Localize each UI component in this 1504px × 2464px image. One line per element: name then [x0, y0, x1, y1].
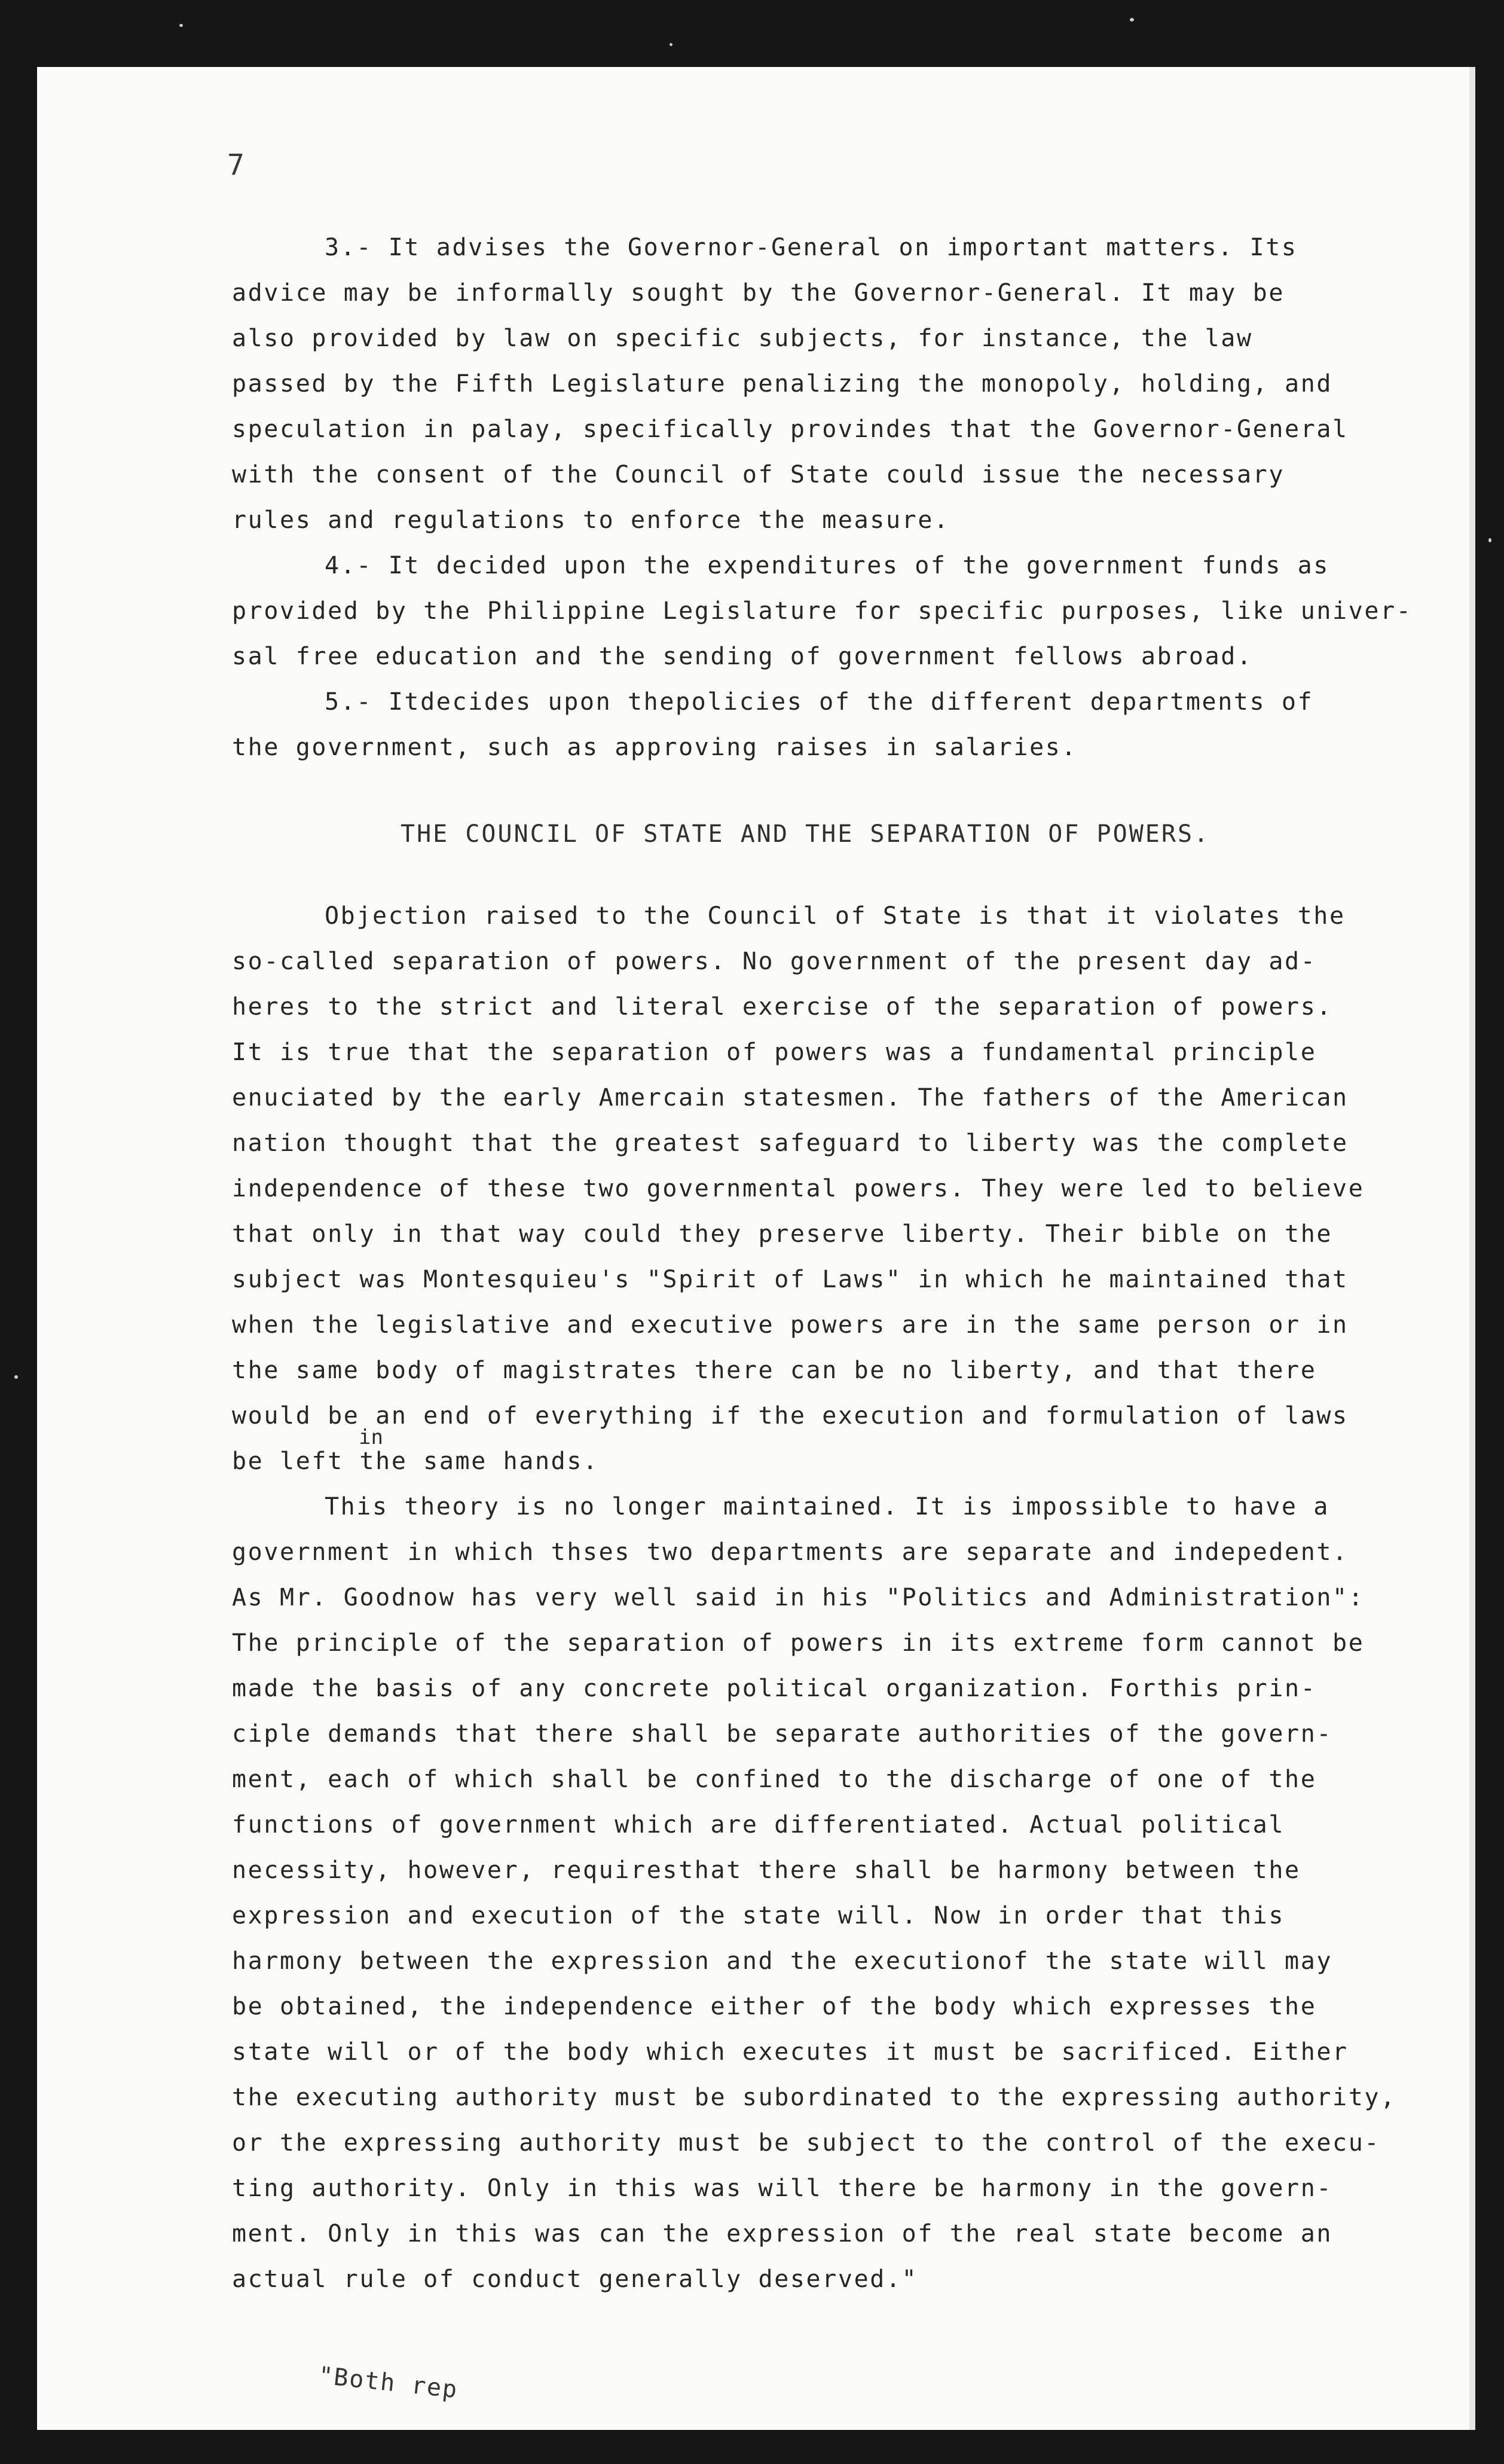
text-line: passed by the Fifth Legislature penalizing the monopoly, holding, and [232, 370, 1333, 398]
text-line: This theory is no longer maintained. It is impossible to have a [325, 1493, 1329, 1520]
text-line: It is true that the separation of powers was a fundamental principle [232, 1039, 1317, 1066]
scan-speck [1130, 18, 1134, 22]
text-line: ment. Only in this was can the expression of the real state become an [232, 2220, 1333, 2248]
text-line: made the basis of any concrete political organization. Forthis prin- [232, 1675, 1317, 1702]
separation-of-powers-section [232, 893, 1396, 2302]
text-line: ciple demands that there shall be separate authorities of the govern- [232, 1720, 1333, 1748]
text-line: the same body of magistrates there can be no liberty, and that there [232, 1357, 1317, 1384]
text-line: also provided by law on specific subjects, for instance, the law [232, 325, 1253, 352]
text-line: heres to the strict and literal exercise of the separation of powers. [232, 993, 1333, 1021]
text-line: 5.- Itdecides upon thepolicies of the different departments of [325, 688, 1314, 716]
text-line: actual rule of conduct generally deserved." [232, 2265, 918, 2293]
text-line: rules and regulations to enforce the measure. [232, 506, 950, 534]
text-line: the government, such as approving raises in salaries. [232, 734, 1078, 761]
page-number: 7 [227, 148, 246, 182]
text-line: 4.- It decided upon the expenditures of the government funds as [325, 552, 1329, 579]
text-line: be left the same hands. [232, 1448, 599, 1475]
text-line: enuciated by the early Amercain statesmen. The fathers of the American [232, 1084, 1349, 1112]
text-line: Objection raised to the Council of State is that it violates the [325, 902, 1346, 930]
text-line: provided by the Philippine Legislature for specific purposes, like univer- [232, 597, 1413, 625]
text-line: with the consent of the Council of State could issue the necessary [232, 461, 1285, 488]
text-line: subject was Montesquieu's "Spirit of Laws" in which he maintained that [232, 1266, 1349, 1293]
text-line: independence of these two governmental powers. They were led to believe [232, 1175, 1365, 1202]
text-line: 3.- It advises the Governor-General on important matters. Its [325, 234, 1298, 261]
text-line: functions of government which are differentiated. Actual political [232, 1811, 1285, 1839]
text-line: speculation in palay, specifically provindes that the Governor-General [232, 416, 1349, 443]
text-line: so-called separation of powers. No government of the present day ad- [232, 948, 1317, 975]
text-line: government in which thses two departments are separate and indepedent. [232, 1538, 1349, 1566]
text-line: As Mr. Goodnow has very well said in his "Politics and Administration": [232, 1584, 1365, 1611]
text-line: sal free education and the sending of government fellows abroad. [232, 643, 1253, 670]
scan-speck [1488, 538, 1491, 542]
text-line: when the legislative and executive powers are in the same person or in [232, 1311, 1349, 1339]
scan-speck [670, 43, 672, 46]
page-edge [1469, 67, 1475, 2430]
numbered-points-section [232, 225, 1413, 770]
text-line: that only in that way could they preserve liberty. Their bible on the [232, 1220, 1333, 1248]
text-line: nation thought that the greatest safeguard to liberty was the complete [232, 1129, 1349, 1157]
text-line: necessity, however, requiresthat there shall be harmony between the [232, 1857, 1301, 1884]
text-line: The principle of the separation of powers in its extreme form cannot be [232, 1629, 1365, 1657]
text-line: would be an end of everything if the execution and formulation of laws [232, 1402, 1349, 1430]
interlinear-insertion: in [359, 1425, 383, 1449]
text-line: ting authority. Only in this was will there be harmony in the govern- [232, 2175, 1333, 2202]
text-line: the executing authority must be subordinated to the expressing authority, [232, 2084, 1396, 2111]
text-line: harmony between the expression and the executionof the state will may [232, 1947, 1333, 1975]
footer-fragment: "Both rep [317, 2362, 460, 2404]
text-line: or the expressing authority must be subject to the control of the execu- [232, 2129, 1381, 2157]
text-line: ment, each of which shall be confined to the discharge of one of the [232, 1766, 1317, 1793]
scan-speck [14, 1375, 18, 1379]
text-line: state will or of the body which executes it must be sacrificed. Either [232, 2038, 1349, 2066]
text-line: be obtained, the independence either of the body which expresses the [232, 1993, 1317, 2020]
text-line: advice may be informally sought by the Governor-General. It may be [232, 279, 1285, 307]
section-heading: THE COUNCIL OF STATE AND THE SEPARATION OF POWERS. [401, 820, 1210, 848]
text-line: expression and execution of the state will. Now in order that this [232, 1902, 1285, 1929]
scan-speck [179, 24, 183, 27]
